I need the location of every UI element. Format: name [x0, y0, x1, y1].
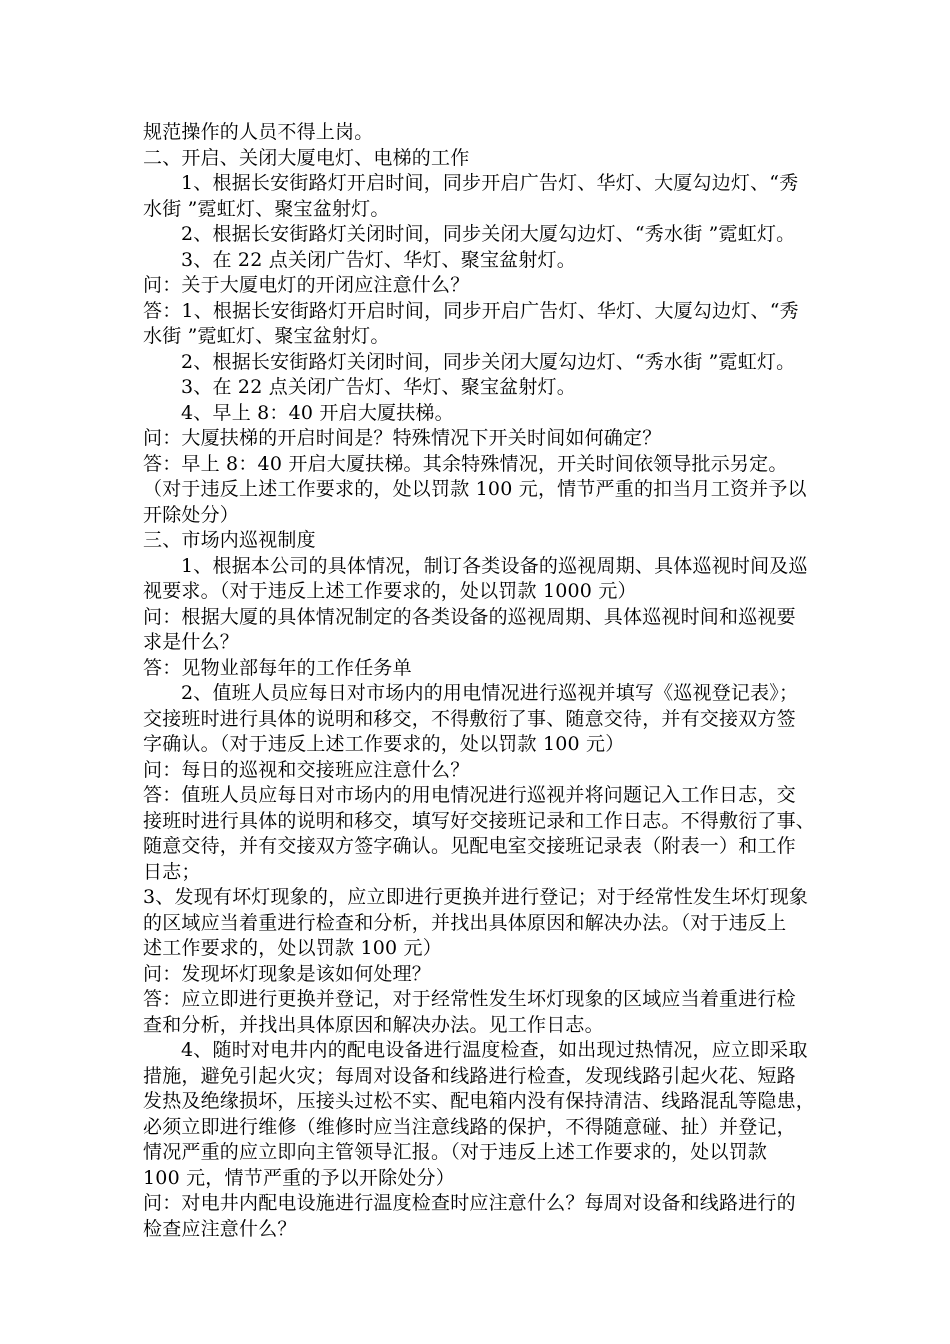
text-line: 1、根据长安街路灯开启时间，同步开启广告灯、华灯、大厦勾边灯、“秀: [181, 172, 799, 194]
text-line: 问：根据大厦的具体情况制定的各类设备的巡视周期、具体巡视时间和巡视要: [143, 605, 796, 628]
text-line: 情况严重的应立即向主管领导汇报。（对于违反上述工作要求的，处以罚款: [143, 1141, 768, 1163]
document-body: [143, 120, 815, 1242]
text-line: 视要求。（对于违反上述工作要求的，处以罚款 1000 元）: [143, 580, 637, 602]
text-line: 的区域应当着重进行检查和分析，并找出具体原因和解决办法。（对于违反上: [143, 911, 787, 934]
text-line: 3、在 22 点关闭广告灯、华灯、聚宝盆射灯。: [181, 376, 576, 398]
text-line: 4、随时对电井内的配电设备进行温度检查，如出现过热情况，应立即采取: [181, 1039, 808, 1061]
text-line: 4、早上 8：40 开启大厦扶梯。: [181, 401, 454, 424]
text-line: （对于违反上述工作要求的，处以罚款 100 元，情节严重的扣当月工资并予以: [143, 478, 807, 500]
text-line: 2、根据长安街路灯关闭时间，同步关闭大厦勾边灯、“秀水街 ”霓虹灯。: [181, 223, 796, 245]
text-line: 100 元，情节严重的予以开除处分）: [143, 1166, 455, 1189]
text-line: 检查应注意什么？: [143, 1217, 297, 1240]
text-line: 水街 ”霓虹灯、聚宝盆射灯。: [143, 325, 390, 347]
text-line: 措施，避免引起火灾；每周对设备和线路进行检查，发现线路引起火花、短路: [143, 1064, 796, 1087]
text-line: 日志；: [143, 860, 201, 883]
text-line: 问：关于大厦电灯的开闭应注意什么？: [143, 274, 470, 296]
text-line: 规范操作的人员不得上岗。: [143, 121, 374, 143]
text-line: 2、根据长安街路灯关闭时间，同步关闭大厦勾边灯、“秀水街 ”霓虹灯。: [181, 350, 796, 373]
text-line: 交接班时进行具体的说明和移交，不得敷衍了事、随意交待，并有交接双方签: [143, 707, 796, 730]
text-line: 水街 ”霓虹灯、聚宝盆射灯。: [143, 197, 390, 220]
text-line: 3、发现有坏灯现象的，应立即进行更换并进行登记；对于经常性发生坏灯现象: [143, 886, 809, 908]
text-line: 1、根据本公司的具体情况，制订各类设备的巡视周期、具体巡视时间及巡: [181, 554, 808, 577]
text-line: 问：大厦扶梯的开启时间是？特殊情况下开关时间如何确定？: [143, 427, 662, 449]
text-line: 接班时进行具体的说明和移交，填写好交接班记录和工作日志。不得敷衍了事、: [143, 809, 816, 832]
text-line: 问：发现坏灯现象是该如何处理？: [143, 962, 432, 985]
text-line: 3、在 22 点关闭广告灯、华灯、聚宝盆射灯。: [181, 248, 576, 271]
text-line: 二、开启、关闭大厦电灯、电梯的工作: [143, 146, 470, 169]
text-line: 查和分析，并找出具体原因和解决办法。见工作日志。: [143, 1013, 604, 1036]
text-line: 2、值班人员应每日对市场内的用电情况进行巡视并填写《巡视登记表》；: [181, 682, 799, 704]
text-line: 述工作要求的，处以罚款 100 元）: [143, 937, 442, 959]
text-line: 求是什么？: [143, 631, 240, 653]
text-line: 随意交待，并有交接双方签字确认。见配电室交接班记录表（附表一）和工作: [143, 835, 796, 857]
text-line: 答：值班人员应每日对市场内的用电情况进行巡视并将问题记入工作日志，交: [143, 784, 796, 806]
text-line: 答：1、根据长安街路灯开启时间，同步开启广告灯、华灯、大厦勾边灯、“秀: [143, 299, 799, 322]
text-line: 答：早上 8：40 开启大厦扶梯。其余特殊情况，开关时间依领导批示另定。: [143, 452, 788, 475]
text-line: 答：见物业部每年的工作任务单: [143, 656, 412, 679]
text-line: 发热及绝缘损坏，压接头过松不实、配电箱内没有保持清洁、线路混乱等隐患，: [143, 1090, 816, 1112]
text-line: 三、市场内巡视制度: [143, 529, 316, 551]
text-line: 问：每日的巡视和交接班应注意什么？: [143, 758, 470, 781]
text-line: 必须立即进行维修（维修时应当注意线路的保护，不得随意碰、扯）并登记，: [143, 1115, 796, 1138]
text-line: 字确认。（对于违反上述工作要求的，处以罚款 100 元）: [143, 733, 625, 755]
text-line: 开除处分）: [143, 503, 240, 526]
text-line: 问：对电井内配电设施进行温度检查时应注意什么？每周对设备和线路进行的: [143, 1192, 796, 1214]
text-line: 答：应立即进行更换并登记，对于经常性发生坏灯现象的区域应当着重进行检: [143, 988, 796, 1010]
